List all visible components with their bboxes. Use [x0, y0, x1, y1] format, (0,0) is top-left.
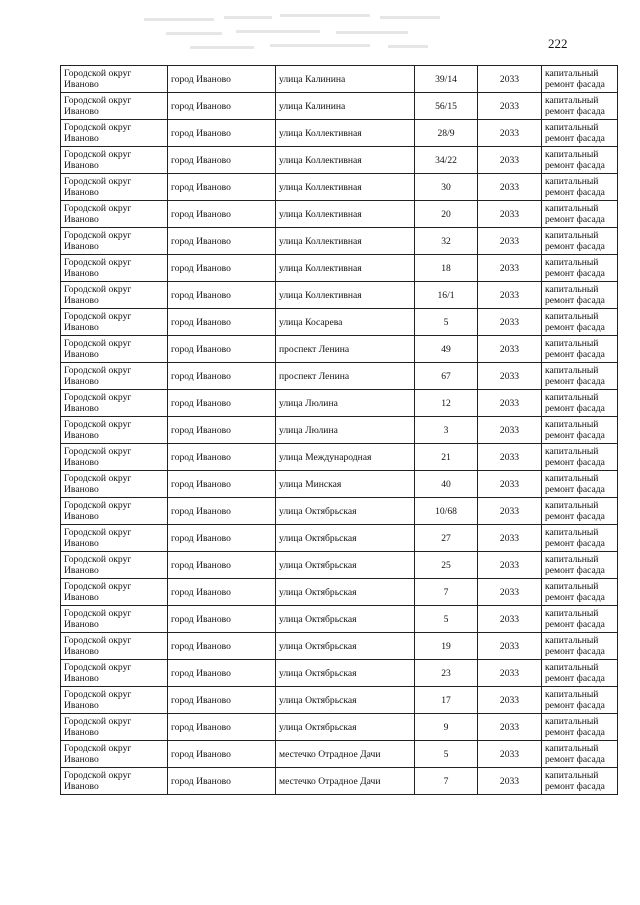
settlement-cell: город Иваново [168, 228, 276, 255]
settlement-cell: город Иваново [168, 579, 276, 606]
table-row [61, 174, 618, 201]
street-cell: улица Коллективная [276, 228, 415, 255]
street-cell: улица Минская [276, 471, 415, 498]
municipality-cell: Городской округ Иваново [61, 579, 168, 606]
settlement-cell: город Иваново [168, 525, 276, 552]
work-type-cell: капитальный ремонт фасада [542, 606, 618, 633]
year-cell: 2033 [478, 417, 542, 444]
work-type-cell: капитальный ремонт фасада [542, 579, 618, 606]
table-row [61, 93, 618, 120]
registry-body [61, 66, 618, 795]
work-type-cell: капитальный ремонт фасада [542, 390, 618, 417]
house-number-cell: 25 [415, 552, 478, 579]
work-type-cell: капитальный ремонт фасада [542, 741, 618, 768]
year-cell: 2033 [478, 471, 542, 498]
street-cell: проспект Ленина [276, 336, 415, 363]
table-row [61, 606, 618, 633]
house-number-cell: 67 [415, 363, 478, 390]
house-number-cell: 10/68 [415, 498, 478, 525]
municipality-cell: Городской округ Иваново [61, 255, 168, 282]
settlement-cell: город Иваново [168, 714, 276, 741]
year-cell: 2033 [478, 228, 542, 255]
municipality-cell: Городской округ Иваново [61, 471, 168, 498]
street-cell: улица Коллективная [276, 120, 415, 147]
house-number-cell: 16/1 [415, 282, 478, 309]
street-cell: улица Октябрьская [276, 606, 415, 633]
house-number-cell: 12 [415, 390, 478, 417]
street-cell: улица Международная [276, 444, 415, 471]
settlement-cell: город Иваново [168, 417, 276, 444]
table-row [61, 741, 618, 768]
year-cell: 2033 [478, 363, 542, 390]
year-cell: 2033 [478, 768, 542, 795]
work-type-cell: капитальный ремонт фасада [542, 66, 618, 93]
municipality-cell: Городской округ Иваново [61, 633, 168, 660]
house-number-cell: 7 [415, 579, 478, 606]
house-number-cell: 17 [415, 687, 478, 714]
house-number-cell: 5 [415, 606, 478, 633]
table-row [61, 336, 618, 363]
street-cell: улица Коллективная [276, 255, 415, 282]
street-cell: улица Калинина [276, 66, 415, 93]
year-cell: 2033 [478, 282, 542, 309]
table-row [61, 444, 618, 471]
table-row [61, 660, 618, 687]
house-number-cell: 7 [415, 768, 478, 795]
work-type-cell: капитальный ремонт фасада [542, 660, 618, 687]
municipality-cell: Городской округ Иваново [61, 309, 168, 336]
street-cell: улица Люлина [276, 390, 415, 417]
table-row [61, 525, 618, 552]
table-row [61, 255, 618, 282]
house-number-cell: 23 [415, 660, 478, 687]
year-cell: 2033 [478, 93, 542, 120]
street-cell: улица Октябрьская [276, 498, 415, 525]
page-number: 222 [548, 36, 568, 51]
year-cell: 2033 [478, 336, 542, 363]
work-type-cell: капитальный ремонт фасада [542, 768, 618, 795]
settlement-cell: город Иваново [168, 687, 276, 714]
work-type-cell: капитальный ремонт фасада [542, 552, 618, 579]
work-type-cell: капитальный ремонт фасада [542, 255, 618, 282]
year-cell: 2033 [478, 552, 542, 579]
settlement-cell: город Иваново [168, 444, 276, 471]
year-cell: 2033 [478, 147, 542, 174]
year-cell: 2033 [478, 498, 542, 525]
municipality-cell: Городской округ Иваново [61, 66, 168, 93]
house-number-cell: 3 [415, 417, 478, 444]
house-number-cell: 49 [415, 336, 478, 363]
municipality-cell: Городской округ Иваново [61, 498, 168, 525]
year-cell: 2033 [478, 309, 542, 336]
settlement-cell: город Иваново [168, 390, 276, 417]
table-row [61, 201, 618, 228]
street-cell: улица Октябрьская [276, 687, 415, 714]
street-cell: улица Коллективная [276, 174, 415, 201]
house-number-cell: 18 [415, 255, 478, 282]
street-cell: улица Коллективная [276, 282, 415, 309]
table-row [61, 552, 618, 579]
house-number-cell: 34/22 [415, 147, 478, 174]
house-number-cell: 39/14 [415, 66, 478, 93]
settlement-cell: город Иваново [168, 498, 276, 525]
work-type-cell: капитальный ремонт фасада [542, 93, 618, 120]
table-row [61, 282, 618, 309]
table-row [61, 768, 618, 795]
municipality-cell: Городской округ Иваново [61, 552, 168, 579]
work-type-cell: капитальный ремонт фасада [542, 174, 618, 201]
year-cell: 2033 [478, 714, 542, 741]
house-number-cell: 20 [415, 201, 478, 228]
municipality-cell: Городской округ Иваново [61, 525, 168, 552]
table-row [61, 309, 618, 336]
year-cell: 2033 [478, 633, 542, 660]
house-number-cell: 56/15 [415, 93, 478, 120]
municipality-cell: Городской округ Иваново [61, 363, 168, 390]
registry-table [60, 65, 618, 795]
year-cell: 2033 [478, 390, 542, 417]
street-cell: улица Октябрьская [276, 633, 415, 660]
municipality-cell: Городской округ Иваново [61, 660, 168, 687]
municipality-cell: Городской округ Иваново [61, 282, 168, 309]
year-cell: 2033 [478, 687, 542, 714]
work-type-cell: капитальный ремонт фасада [542, 363, 618, 390]
table-row [61, 687, 618, 714]
settlement-cell: город Иваново [168, 363, 276, 390]
street-cell: улица Октябрьская [276, 579, 415, 606]
work-type-cell: капитальный ремонт фасада [542, 309, 618, 336]
house-number-cell: 5 [415, 741, 478, 768]
municipality-cell: Городской округ Иваново [61, 714, 168, 741]
house-number-cell: 32 [415, 228, 478, 255]
settlement-cell: город Иваново [168, 336, 276, 363]
settlement-cell: город Иваново [168, 741, 276, 768]
year-cell: 2033 [478, 525, 542, 552]
street-cell: улица Люлина [276, 417, 415, 444]
work-type-cell: капитальный ремонт фасада [542, 471, 618, 498]
municipality-cell: Городской округ Иваново [61, 768, 168, 795]
settlement-cell: город Иваново [168, 201, 276, 228]
year-cell: 2033 [478, 579, 542, 606]
municipality-cell: Городской округ Иваново [61, 687, 168, 714]
settlement-cell: город Иваново [168, 93, 276, 120]
work-type-cell: капитальный ремонт фасада [542, 525, 618, 552]
street-cell: улица Коллективная [276, 147, 415, 174]
work-type-cell: капитальный ремонт фасада [542, 120, 618, 147]
year-cell: 2033 [478, 444, 542, 471]
street-cell: улица Коллективная [276, 201, 415, 228]
street-cell: улица Калинина [276, 93, 415, 120]
municipality-cell: Городской округ Иваново [61, 606, 168, 633]
settlement-cell: город Иваново [168, 255, 276, 282]
year-cell: 2033 [478, 606, 542, 633]
table-row [61, 579, 618, 606]
house-number-cell: 30 [415, 174, 478, 201]
work-type-cell: капитальный ремонт фасада [542, 417, 618, 444]
work-type-cell: капитальный ремонт фасада [542, 714, 618, 741]
municipality-cell: Городской округ Иваново [61, 201, 168, 228]
settlement-cell: город Иваново [168, 552, 276, 579]
house-number-cell: 40 [415, 471, 478, 498]
work-type-cell: капитальный ремонт фасада [542, 201, 618, 228]
municipality-cell: Городской округ Иваново [61, 444, 168, 471]
work-type-cell: капитальный ремонт фасада [542, 282, 618, 309]
table-row [61, 471, 618, 498]
year-cell: 2033 [478, 255, 542, 282]
house-number-cell: 5 [415, 309, 478, 336]
street-cell: улица Октябрьская [276, 660, 415, 687]
work-type-cell: капитальный ремонт фасада [542, 633, 618, 660]
table-row [61, 228, 618, 255]
municipality-cell: Городской округ Иваново [61, 336, 168, 363]
settlement-cell: город Иваново [168, 174, 276, 201]
work-type-cell: капитальный ремонт фасада [542, 687, 618, 714]
year-cell: 2033 [478, 741, 542, 768]
table-row [61, 363, 618, 390]
street-cell: местечко Отрадное Дачи [276, 741, 415, 768]
street-cell: проспект Ленина [276, 363, 415, 390]
faded-stamp-marks [140, 4, 500, 66]
settlement-cell: город Иваново [168, 309, 276, 336]
municipality-cell: Городской округ Иваново [61, 741, 168, 768]
work-type-cell: капитальный ремонт фасада [542, 147, 618, 174]
house-number-cell: 27 [415, 525, 478, 552]
work-type-cell: капитальный ремонт фасада [542, 228, 618, 255]
settlement-cell: город Иваново [168, 660, 276, 687]
work-type-cell: капитальный ремонт фасада [542, 336, 618, 363]
year-cell: 2033 [478, 66, 542, 93]
municipality-cell: Городской округ Иваново [61, 390, 168, 417]
street-cell: улица Октябрьская [276, 552, 415, 579]
settlement-cell: город Иваново [168, 66, 276, 93]
settlement-cell: город Иваново [168, 633, 276, 660]
house-number-cell: 19 [415, 633, 478, 660]
table-row [61, 147, 618, 174]
year-cell: 2033 [478, 174, 542, 201]
table-row [61, 417, 618, 444]
house-number-cell: 28/9 [415, 120, 478, 147]
settlement-cell: город Иваново [168, 471, 276, 498]
year-cell: 2033 [478, 660, 542, 687]
street-cell: улица Октябрьская [276, 525, 415, 552]
year-cell: 2033 [478, 201, 542, 228]
street-cell: улица Косарева [276, 309, 415, 336]
work-type-cell: капитальный ремонт фасада [542, 498, 618, 525]
work-type-cell: капитальный ремонт фасада [542, 444, 618, 471]
house-number-cell: 21 [415, 444, 478, 471]
settlement-cell: город Иваново [168, 120, 276, 147]
municipality-cell: Городской округ Иваново [61, 417, 168, 444]
settlement-cell: город Иваново [168, 768, 276, 795]
street-cell: улица Октябрьская [276, 714, 415, 741]
settlement-cell: город Иваново [168, 282, 276, 309]
table-row [61, 714, 618, 741]
house-number-cell: 9 [415, 714, 478, 741]
table-row [61, 120, 618, 147]
street-cell: местечко Отрадное Дачи [276, 768, 415, 795]
municipality-cell: Городской округ Иваново [61, 228, 168, 255]
table-row [61, 498, 618, 525]
table-row [61, 633, 618, 660]
table-row [61, 66, 618, 93]
municipality-cell: Городской округ Иваново [61, 120, 168, 147]
settlement-cell: город Иваново [168, 147, 276, 174]
settlement-cell: город Иваново [168, 606, 276, 633]
year-cell: 2033 [478, 120, 542, 147]
table-row [61, 390, 618, 417]
municipality-cell: Городской округ Иваново [61, 93, 168, 120]
municipality-cell: Городской округ Иваново [61, 147, 168, 174]
municipality-cell: Городской округ Иваново [61, 174, 168, 201]
